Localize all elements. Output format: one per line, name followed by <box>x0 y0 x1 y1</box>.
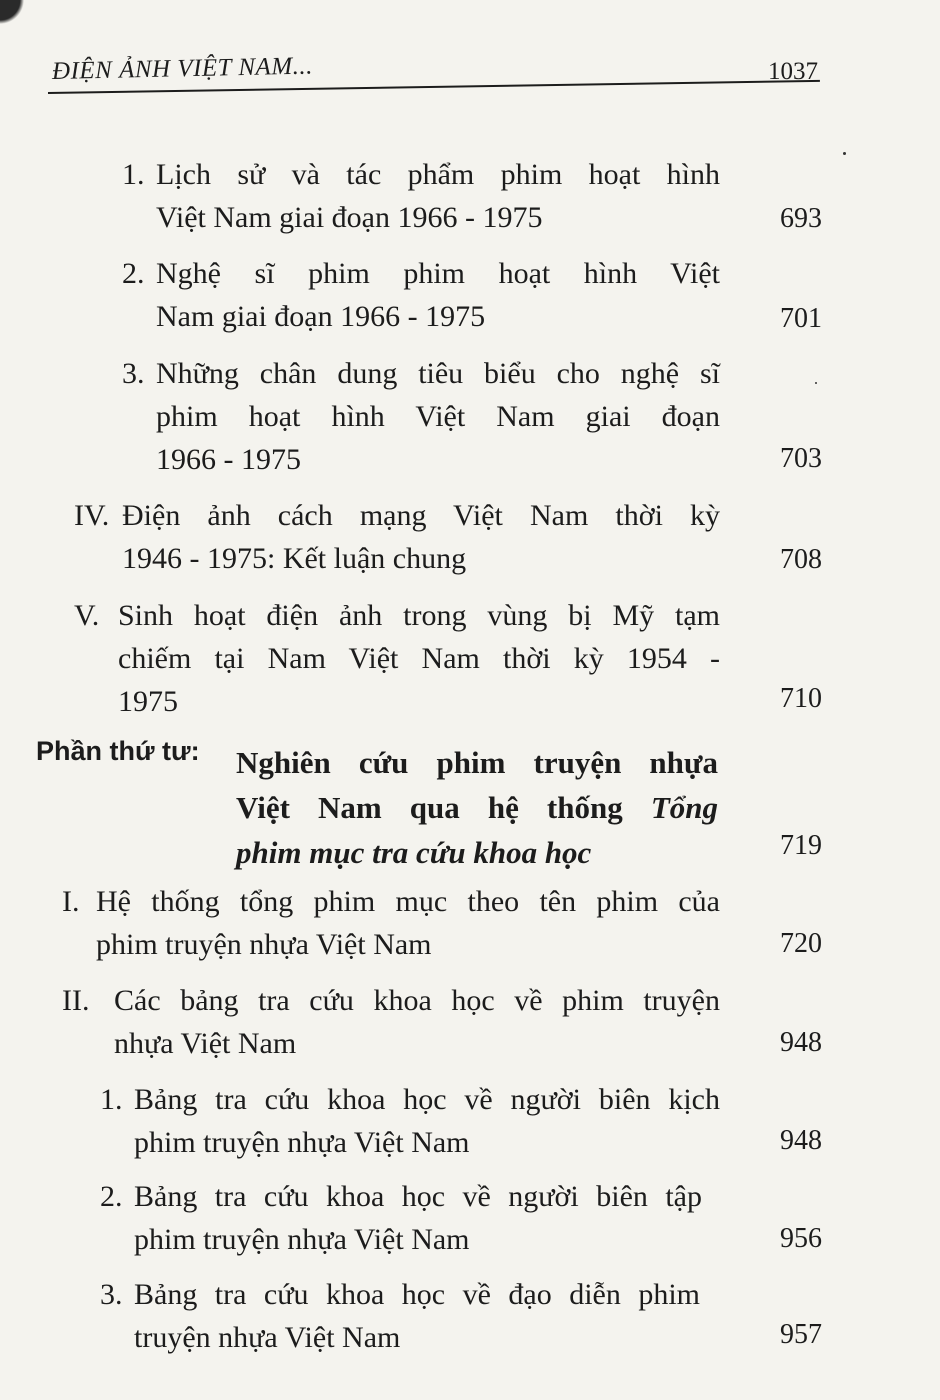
toc-entry-text: nhựa Việt Nam <box>114 1027 297 1060</box>
toc-entry-number: 1. <box>122 158 145 191</box>
toc-entry <box>100 1175 702 1261</box>
toc-entry-number: 2. <box>122 257 145 290</box>
toc-entry <box>122 352 720 481</box>
toc-entry-page: 948 <box>780 1125 822 1156</box>
toc-entry-page: 701 <box>780 303 822 334</box>
toc-entry-text: Việt Nam giai đoạn 1966 - 1975 <box>156 201 543 234</box>
toc-entry-number: 2. <box>100 1180 123 1213</box>
toc-entry-page: 720 <box>780 928 822 959</box>
part-page: 719 <box>780 830 822 861</box>
toc-entry-text: 1975 <box>118 685 178 718</box>
toc-entry-text: 1966 - 1975 <box>156 443 301 476</box>
toc-entry-text: truyện nhựa Việt Nam <box>134 1321 401 1354</box>
toc-entry-text: Lịch sử và tác phẩm phim hoạt hình <box>156 158 720 191</box>
part-title <box>236 740 718 875</box>
part-title-italic: phim mục tra cứu khoa học <box>236 835 592 870</box>
paper-speck <box>815 382 817 384</box>
toc-entry-number: 1. <box>100 1083 123 1116</box>
toc-entry-text: Bảng tra cứu khoa học về người biên kịch <box>134 1083 720 1116</box>
part-title-italic: Tổng <box>650 790 718 825</box>
toc-entry-page: 957 <box>780 1319 822 1350</box>
running-header-title: ĐIỆN ẢNH VIỆT NAM... <box>51 52 314 85</box>
toc-entry-number: 3. <box>122 357 145 390</box>
toc-entry-text: phim truyện nhựa Việt Nam <box>96 928 432 961</box>
toc-entry-text: 1946 - 1975: Kết luận chung <box>122 542 467 575</box>
running-header-page-number: 1037 <box>768 58 818 85</box>
toc-entry-text: Điện ảnh cách mạng Việt Nam thời kỳ <box>122 499 720 532</box>
part-title-text: Việt Nam qua hệ thống <box>236 790 651 825</box>
toc-entry-page: 710 <box>780 683 822 714</box>
toc-entry-page: 703 <box>780 443 822 474</box>
toc-entry <box>100 1273 700 1359</box>
toc-entry-page: 693 <box>780 203 822 234</box>
toc-entry <box>122 153 720 239</box>
toc-entry <box>74 594 720 723</box>
toc-entry-text: Nghệ sĩ phim phim hoạt hình Việt <box>156 257 720 290</box>
toc-entry-text: chiếm tại Nam Việt Nam thời kỳ 1954 - <box>118 642 720 675</box>
part-title-line: Nghiên cứu phim truyện nhựa <box>236 745 718 780</box>
toc-entry-text: phim hoạt hình Việt Nam giai đoạn <box>156 400 720 433</box>
toc-entry-text: Hệ thống tổng phim mục theo tên phim của <box>96 885 720 918</box>
toc-entry-text: Các bảng tra cứu khoa học về phim truyện <box>114 984 720 1017</box>
toc-entry-number: I. <box>62 885 80 918</box>
toc-entry-page: 708 <box>780 544 822 575</box>
toc-entry-text: phim truyện nhựa Việt Nam <box>134 1126 470 1159</box>
toc-entry-number: IV. <box>74 499 110 532</box>
toc-entry-page: 956 <box>780 1223 822 1254</box>
toc-entry-text: Bảng tra cứu khoa học về đạo diễn phim <box>134 1278 700 1311</box>
part-label: Phần thứ tư: <box>36 736 200 766</box>
paper-speck <box>843 152 846 155</box>
toc-entry-number: V. <box>74 599 100 632</box>
part-title-line <box>236 785 718 830</box>
toc-entry <box>100 1078 720 1164</box>
toc-entry <box>74 494 720 580</box>
toc-entry <box>122 252 720 338</box>
toc-entry-text: Bảng tra cứu khoa học về người biên tập <box>134 1180 702 1213</box>
toc-entry <box>62 880 720 966</box>
toc-entry-text: Nam giai đoạn 1966 - 1975 <box>156 300 486 333</box>
page-edge-shadow <box>0 0 34 34</box>
running-header <box>48 52 820 98</box>
toc-entry-text: Những chân dung tiêu biểu cho nghệ sĩ <box>156 357 720 390</box>
toc-entry-text: Sinh hoạt điện ảnh trong vùng bị Mỹ tạm <box>118 599 720 632</box>
part-title-line <box>236 830 718 875</box>
toc-entry-text: phim truyện nhựa Việt Nam <box>134 1223 470 1256</box>
toc-entry-page: 948 <box>780 1027 822 1058</box>
toc-entry <box>62 979 720 1065</box>
toc-entry-number: 3. <box>100 1278 123 1311</box>
toc-entry-number: II. <box>62 984 90 1017</box>
